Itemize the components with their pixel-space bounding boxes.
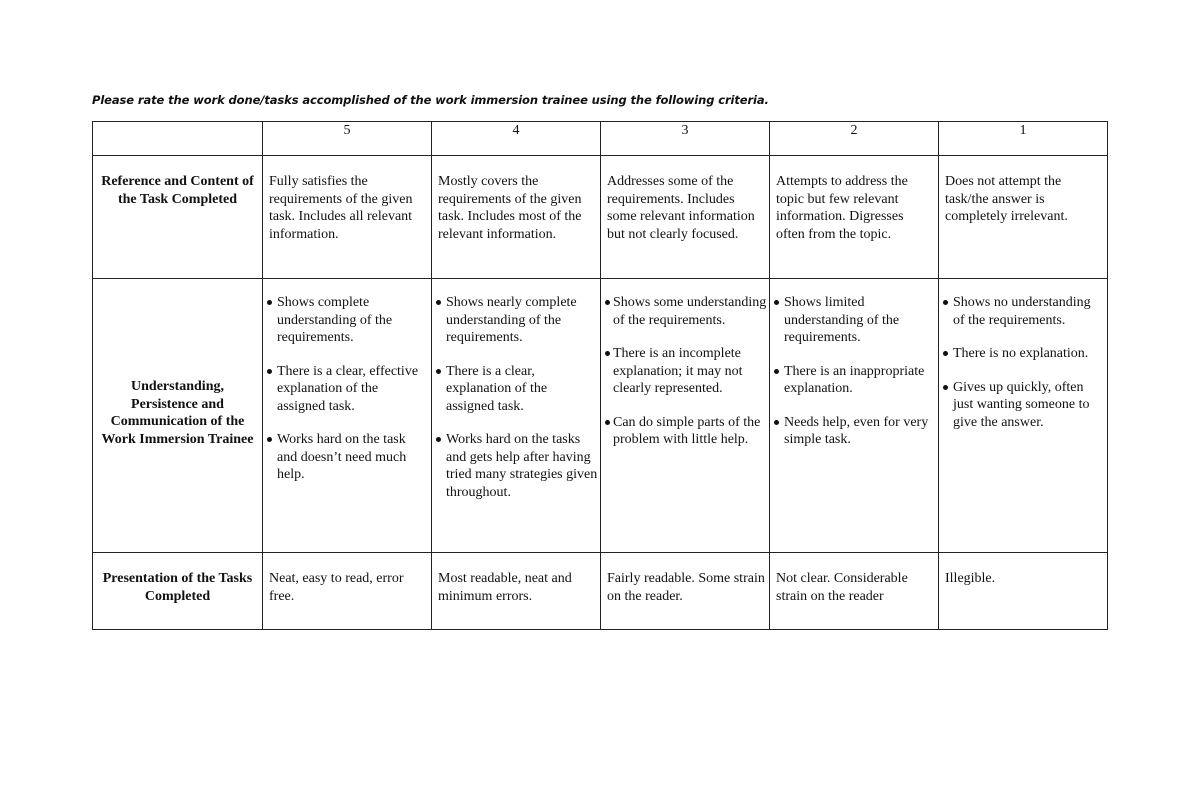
- bullet-icon: [267, 369, 272, 374]
- list-item: There is an inappropriate explanation.: [774, 363, 936, 398]
- bullet-icon: [436, 437, 441, 442]
- bullet-list: [605, 294, 767, 449]
- presentation-cell-4: Most readable, neat and minimum errors.: [432, 553, 601, 630]
- bullet-icon: [943, 351, 948, 356]
- presentation-cell-2: Not clear. Considerable strain on the reader: [770, 553, 939, 630]
- understanding-cell-3: [601, 279, 770, 553]
- rubric-header-row: [93, 122, 1108, 156]
- header-cell-score-2: 2: [770, 122, 939, 156]
- bullet-icon: [605, 300, 610, 305]
- presentation-cell-5: Neat, easy to read, error free.: [263, 553, 432, 630]
- list-item: Shows limited understanding of the requirements.: [774, 294, 936, 347]
- reference-cell-2: Attempts to address the topic but few relevant information. Digresses often from the topic.: [770, 156, 939, 279]
- list-item: Shows some understanding of the requirements.: [605, 294, 767, 329]
- list-item: There is no explanation.: [943, 345, 1105, 363]
- list-item: Works hard on the tasks and gets help after having tried many strategies given throughout.: [436, 431, 598, 501]
- bullet-icon: [943, 385, 948, 390]
- list-item: There is an incomplete explanation; it may not clearly represented.: [605, 345, 767, 398]
- header-cell-score-5: 5: [263, 122, 432, 156]
- bullet-list: [267, 294, 429, 484]
- reference-cell-1: Does not attempt the task/the answer is completely irrelevant.: [939, 156, 1108, 279]
- list-item: Shows no understanding of the requirements.: [943, 294, 1105, 329]
- bullet-list: [436, 294, 598, 501]
- header-cell-score-4: 4: [432, 122, 601, 156]
- understanding-cell-4: [432, 279, 601, 553]
- rubric-row-presentation: [93, 553, 1108, 630]
- bullet-icon: [267, 300, 272, 305]
- header-cell-score-1: 1: [939, 122, 1108, 156]
- rubric-row-reference: [93, 156, 1108, 279]
- criterion-reference: Reference and Content of the Task Completed: [93, 156, 263, 279]
- reference-cell-3: Addresses some of the requirements. Includes some relevant information but not clearly focused.: [601, 156, 770, 279]
- list-item: Shows nearly complete understanding of the requirements.: [436, 294, 598, 347]
- list-item: There is a clear, explanation of the assigned task.: [436, 363, 598, 416]
- reference-cell-4: Mostly covers the requirements of the given task. Includes most of the relevant information.: [432, 156, 601, 279]
- bullet-icon: [943, 300, 948, 305]
- header-cell-empty: [93, 122, 263, 156]
- list-item: Can do simple parts of the problem with little help.: [605, 414, 767, 449]
- bullet-icon: [605, 420, 610, 425]
- presentation-cell-1: Illegible.: [939, 553, 1108, 630]
- criterion-understanding: Understanding, Persistence and Communication of the Work Immersion Trainee: [93, 279, 263, 553]
- reference-cell-5: Fully satisfies the requirements of the given task. Includes all relevant information.: [263, 156, 432, 279]
- bullet-icon: [267, 437, 272, 442]
- list-item: Gives up quickly, often just wanting someone to give the answer.: [943, 379, 1105, 432]
- criterion-presentation: Presentation of the Tasks Completed: [93, 553, 263, 630]
- bullet-icon: [774, 420, 779, 425]
- understanding-cell-1: [939, 279, 1108, 553]
- presentation-cell-3: Fairly readable. Some strain on the reader.: [601, 553, 770, 630]
- bullet-list: [943, 294, 1105, 431]
- list-item: There is a clear, effective explanation of the assigned task.: [267, 363, 429, 416]
- rubric-table: [92, 121, 1108, 630]
- list-item: Works hard on the task and doesn’t need much help.: [267, 431, 429, 484]
- bullet-icon: [605, 351, 610, 356]
- bullet-icon: [774, 300, 779, 305]
- bullet-icon: [774, 369, 779, 374]
- rubric-row-understanding: [93, 279, 1108, 553]
- bullet-icon: [436, 300, 441, 305]
- instruction-text: Please rate the work done/tasks accomplished of the work immersion trainee using the following criteria.: [92, 93, 769, 107]
- understanding-cell-5: [263, 279, 432, 553]
- list-item: Needs help, even for very simple task.: [774, 414, 936, 449]
- bullet-icon: [436, 369, 441, 374]
- header-cell-score-3: 3: [601, 122, 770, 156]
- understanding-cell-2: [770, 279, 939, 553]
- bullet-list: [774, 294, 936, 449]
- list-item: Shows complete understanding of the requirements.: [267, 294, 429, 347]
